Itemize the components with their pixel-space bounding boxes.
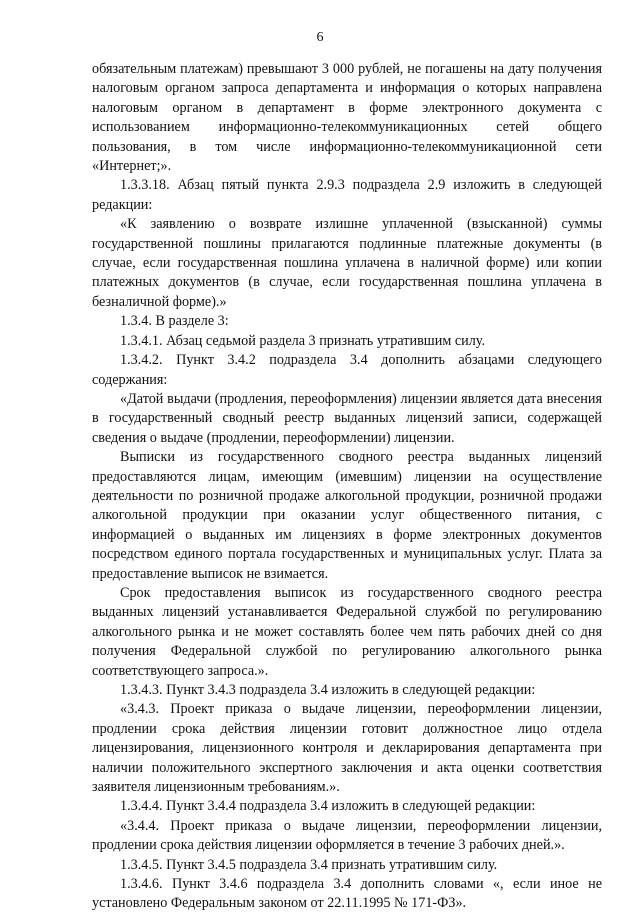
document-body (92, 60, 602, 914)
paragraph: 1.3.4.5. Пункт 3.4.5 подраздела 3.4 признать утратившим силу. (120, 856, 498, 873)
paragraph: 1.3.4.3. Пункт 3.4.3 подраздела 3.4 изложить в следующей редакции: (120, 682, 536, 698)
paragraph: 1.3.4.2. Пункт 3.4.2 подраздела 3.4 дополнить абзацами следующего содержания: (92, 352, 602, 388)
paragraph: «3.4.3. Проект приказа о выдаче лицензии, переоформлении лицензии, продлении срока действия лицензии готовит должностное лицо отдела лицензирования, лицензионного контроля и декларирования департамента при наличии положительного экспертного заключения и акта оценки соответствия заявителя лицензионным требованиям.». (92, 701, 602, 796)
paragraph: 1.3.4.6. Пункт 3.4.6 подраздела 3.4 дополнить словами «, если иное не установлено Федеральным законом от 22.11.1995 № 171-ФЗ». (92, 876, 602, 912)
paragraph: Срок предоставления выписок из государственного сводного реестра выданных лицензий устанавливается Федеральной службой по регулированию алкогольного рынка и не может составлять более чем пять рабочих дней со дня получения Федеральной службой по регулированию алкогольного рынка соответствующего запроса.». (92, 584, 602, 679)
paragraph: 1.3.4. В разделе 3: (120, 313, 229, 330)
paragraph: «К заявлению о возврате излишне уплаченной (взысканной) суммы государственной пошлины прилагаются подлинные платежные документы (в случае, если государственная пошлина уплачена в наличной форме) или копии платежных документов (в случае, если государственная пошлина уплачена в безналичной форме).» (92, 216, 602, 310)
paragraph: 1.3.3.18. Абзац пятый пункта 2.9.3 подраздела 2.9 изложить в следующей редакции: (92, 177, 602, 213)
paragraph: «Датой выдачи (продления, переоформления) лицензии является дата внесения в государственный сводный реестр выданных лицензий записи, содержащей сведения о выдаче (продлении, переоформлении) лицензии. (92, 390, 602, 446)
paragraph: 1.3.4.4. Пункт 3.4.4 подраздела 3.4 изложить в следующей редакции: (120, 798, 536, 815)
paragraph: 1.3.4.1. Абзац седьмой раздела 3 признать утратившим силу. (120, 332, 486, 349)
page-number: 6 (316, 30, 324, 45)
paragraph: Выписки из государственного сводного реестра выданных лицензий предоставляются лицам, имеющим (имевшим) лицензии на осуществление деятельности по розничной продаже алкогольной продукции, розничной продажи алкогольной продукции при оказании услуг общественного питания, с информацией о выданных им лицензиях в форме электронных документов посредством единого портала государственных и муниципальных услуг. Плата за предоставление выписок не взимается. (92, 449, 602, 582)
paragraph: «3.4.4. Проект приказа о выдаче лицензии, переоформлении лицензии, продлении срока действия лицензии оформляется в течение 3 рабочих дней.». (92, 817, 602, 854)
paragraph: обязательным платежам) превышают 3 000 рублей, не погашены на дату получения налоговым органом запроса департамента и информация о которых направлена налоговым органом в департамент в форме электронного документа с использованием информационно-телекоммуникационных сетей общего пользования, в том числе информационно-телекоммуникационной сети «Интернет;». (92, 61, 602, 175)
